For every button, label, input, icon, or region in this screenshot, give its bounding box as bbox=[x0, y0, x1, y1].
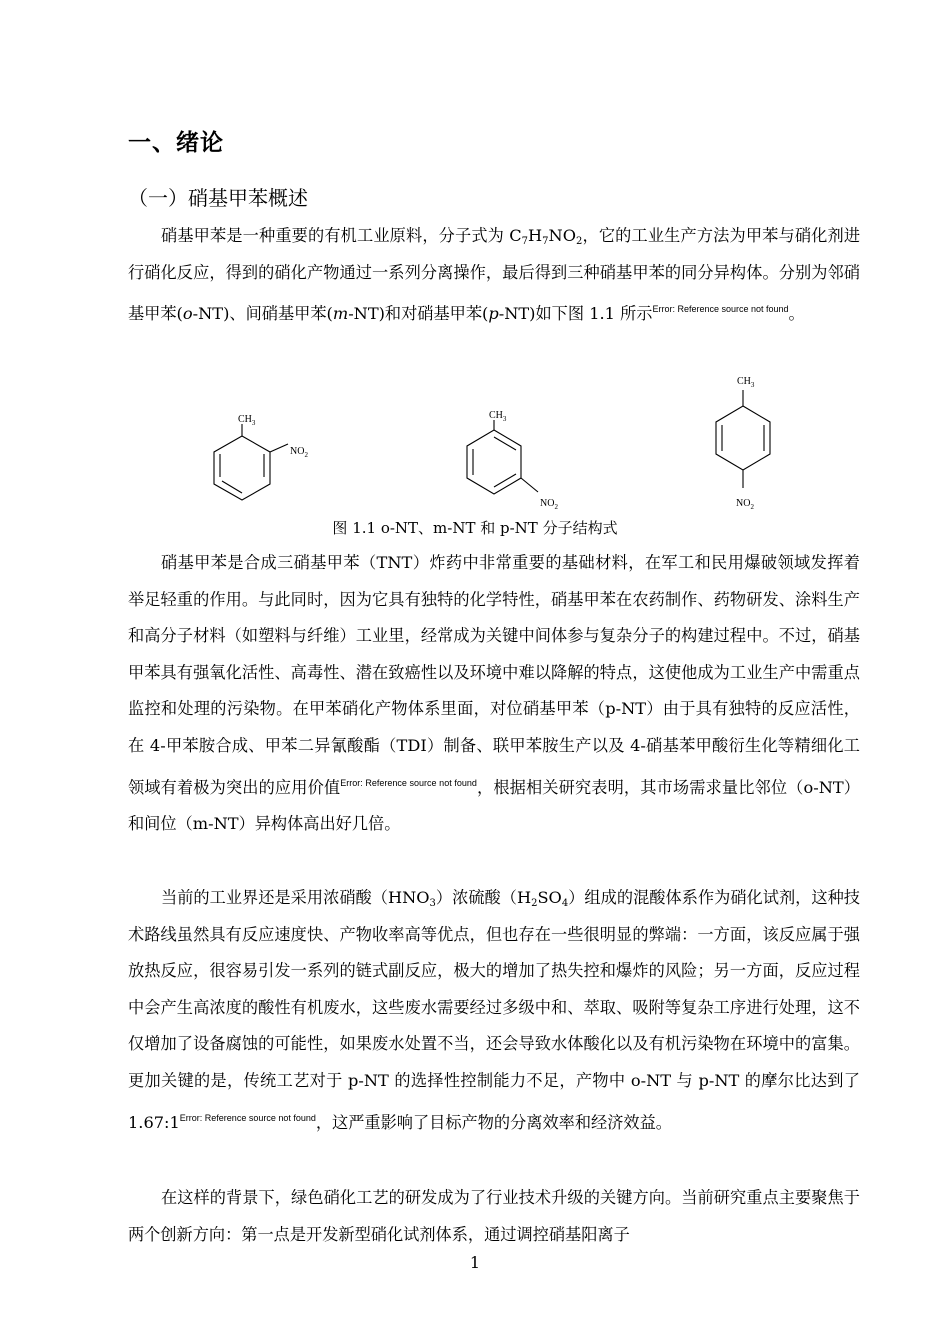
page-number: 1 bbox=[469, 1253, 481, 1272]
chapter-heading: 一、绪论 bbox=[128, 130, 224, 156]
section-heading: （一）硝基甲苯概述 bbox=[128, 186, 308, 210]
paragraph-industrial-process: 当前的工业界还是采用浓硝酸$(HNO_3)$浓硫酸$(H_2SO_4)$组成的混酸体系作为硝化试剂，这种技术路线虽然具有反应速度快、产物收率高等优点，但也存在一些很明显的弊端：一方面，该反应属于强放热反应，很容易引发一系列的链式副反应，极大的增加了热失控和爆炸的风险；另一方面，反应过程中会产生高浓度的酸性有机废水，这些废水需要经过多级中和、萃取、吸附等复杂工序进行处理，这不仅增加了设备腐蚀的可能性，如果废水处置不当，还会导致水体酸化以及有机污染物在环境中的富集。更加关键的是，传统工艺对于 p-NT 的选择性控制能力不足，产物中 o-NT 与 p-NT 的摩尔比达到了 1.67:1$^{Error: Reference source not found}$，这严重影响了目标产物的分离效率和经济效益。 bbox=[128, 888, 860, 1132]
p-nt-ch3-label: $CH_3$ bbox=[737, 376, 755, 389]
paragraph-green-nitration: 在这样的背景下，绿色硝化工艺的研发成为了行业技术升级的关键方向。当前研究重点主要聚焦于两个创新方向：第一点是开发新型硝化试剂体系，通过调控硝基阳离子 bbox=[128, 1188, 860, 1244]
p-nt-no2-label: $NO_2$ bbox=[736, 498, 754, 511]
p-nt-structure bbox=[716, 390, 770, 488]
o-nt-no2-label: $NO_2$ bbox=[290, 446, 308, 459]
figure-caption: 图 1.1 o-NT、m-NT 和 p-NT 分子结构式 bbox=[332, 519, 618, 537]
reference-error: Error: Reference source not found bbox=[340, 777, 477, 788]
o-nt-ch3-label: $CH_3$ bbox=[238, 414, 256, 427]
m-nt-no2-label: $NO_2$ bbox=[540, 498, 558, 511]
m-nt-ch3-label: $CH_3$ bbox=[489, 410, 507, 423]
paragraph-applications: 硝基甲苯是合成三硝基甲苯（TNT）炸药中非常重要的基础材料，在军工和民用爆破领域发挥着举足轻重的作用。与此同时，因为它具有独特的化学特性，硝基甲苯在农药制作、药物研发、涂料生产和高分子材料（如塑料与纤维）工业里，经常成为关键中间体参与复杂分子的构建过程中。不过，硝基甲苯具有强氧化活性、高毒性、潜在致癌性以及环境中难以降解的特点，这使他成为工业生产中需重点监控和处理的污染物。在甲苯硝化产物体系里面，对位硝基甲苯（p-NT）由于具有独特的反应活性，在 4-甲苯胺合成、甲苯二异氰酸酯（TDI）制备、联甲苯胺生产以及 4-硝基苯甲酸衍生化等精细化工领域有着极为突出的应用价值$^{Error: Reference source not found}$，根据相关研究表明，其市场需求量比邻位（o-NT）和间位（m-NT）异构体高出好几倍。 bbox=[128, 553, 860, 834]
reference-error: Error: Reference source not found bbox=[179, 1112, 316, 1123]
reference-error: Error: Reference source not found bbox=[652, 304, 789, 315]
o-nt-structure bbox=[214, 424, 288, 500]
m-nt-structure bbox=[467, 420, 538, 494]
paragraph-intro: 硝基甲苯是一种重要的有机工业原料，分子式为 $C_7H_7NO_2$，它的工业生产方法为甲苯与硝化剂进行硝化反应，得到的硝化产物通过一系列分离操作，最后得到三种硝基甲苯的同分异构体。分别为邻硝基甲苯(o-NT)、间硝基甲苯(m-NT)和对硝基甲苯(p-NT)如下图 1.1 所示$^{Error: Reference source not found}$。 bbox=[128, 226, 861, 324]
molecule-structures-figure bbox=[200, 368, 800, 518]
